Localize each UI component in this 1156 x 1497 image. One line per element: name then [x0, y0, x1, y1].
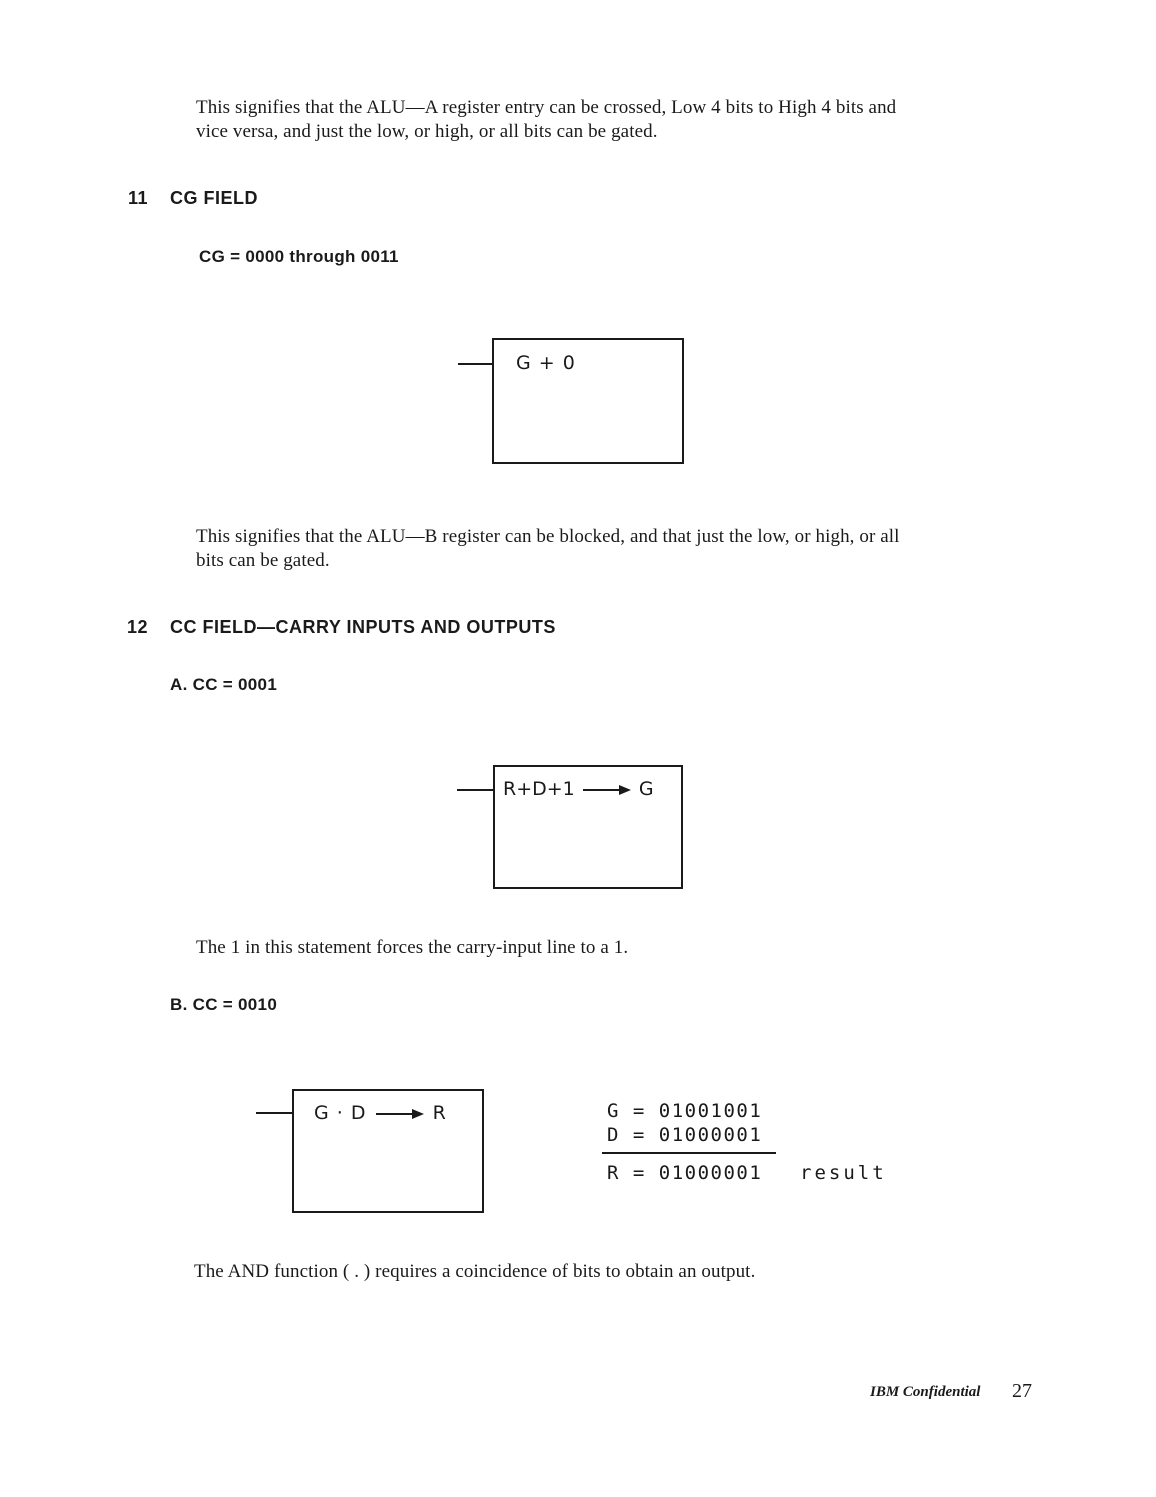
cc-a-box-input-line: [457, 789, 495, 791]
arrow-right-icon: [581, 784, 633, 796]
cg-paragraph-line-2: bits can be gated.: [196, 550, 330, 571]
cc-a-register-box: [493, 765, 683, 889]
footer-confidential: IBM Confidential: [870, 1384, 981, 1400]
cg-paragraph-line-1: This signifies that the ALU—B register can be blocked, and that just the low, or high, or all: [196, 526, 900, 547]
intro-line-1: This signifies that the ALU—A register entry can be crossed, Low 4 bits to High 4 bits and: [196, 97, 897, 118]
calc-d-value: D = 01000001: [607, 1124, 763, 1146]
calc-r-value: R = 01000001: [607, 1162, 763, 1184]
cg-box-input-line: [458, 363, 494, 365]
cg-register-box: [492, 338, 684, 464]
page-number: 27: [1012, 1380, 1032, 1402]
cc-a-box-expression: [503, 778, 654, 800]
section-11-title: CG FIELD: [170, 188, 258, 208]
cc-b-box-expression: [314, 1102, 447, 1124]
cc-b-paragraph: The AND function ( . ) requires a coincidence of bits to obtain an output.: [194, 1261, 756, 1282]
calc-g-value: G = 01001001: [607, 1100, 763, 1122]
cc-b-box-input-line: [256, 1112, 294, 1114]
cc-b-equation: B. CC = 0010: [170, 995, 278, 1014]
cc-b-box-label-right: R: [432, 1102, 447, 1124]
cg-paragraph: [196, 525, 900, 573]
cc-a-box-label-left: R+D+1: [503, 778, 575, 800]
cg-equation: CG = 0000 through 0011: [199, 247, 399, 266]
intro-paragraph: [196, 96, 896, 144]
intro-line-2: vice versa, and just the low, or high, or all bits can be gated.: [196, 121, 658, 142]
cc-a-box-label-right: G: [638, 778, 654, 800]
arrow-right-icon: [374, 1108, 426, 1120]
cc-b-box-label-left: G · D: [314, 1102, 367, 1124]
section-12-title: CC FIELD—CARRY INPUTS AND OUTPUTS: [170, 617, 556, 637]
cc-a-equation: A. CC = 0001: [170, 675, 278, 694]
calc-result-label: result: [800, 1162, 887, 1184]
cg-box-label: G + 0: [516, 352, 576, 374]
cc-a-paragraph: The 1 in this statement forces the carry-input line to a 1.: [196, 937, 629, 958]
cc-b-register-box: [292, 1089, 484, 1213]
calc-sum-rule: [602, 1152, 776, 1154]
section-11-number: 11: [128, 188, 149, 208]
section-12-number: 12: [127, 617, 149, 637]
